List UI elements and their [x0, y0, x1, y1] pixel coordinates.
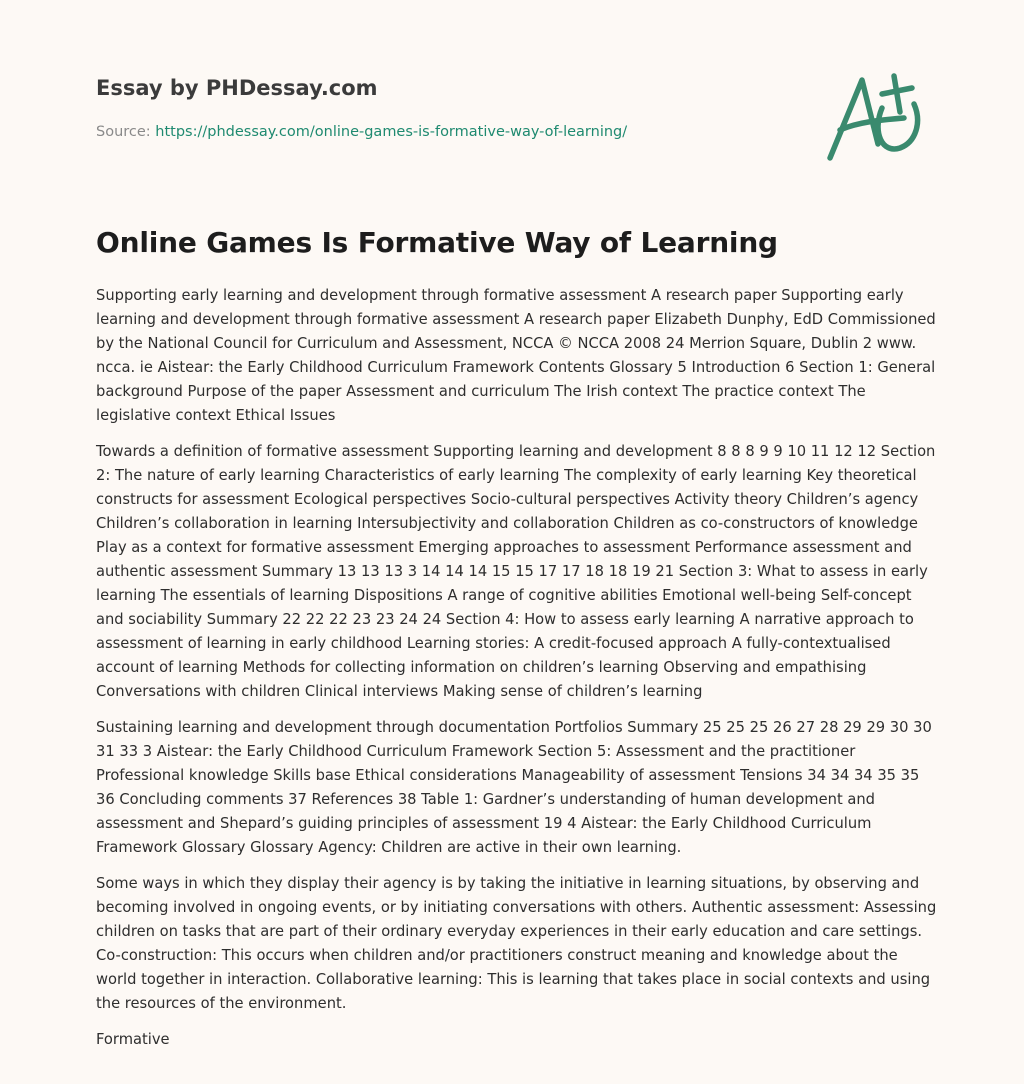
- site-brand: Essay by PHDessay.com: [96, 76, 378, 100]
- document-body: [96, 284, 938, 1064]
- source-link[interactable]: https://phdessay.com/online-games-is-formative-way-of-learning/: [155, 124, 628, 140]
- paragraph: Towards a definition of formative assessment Supporting learning and development 8 8 8 9 9 10 11 12 12 Section 2: The nature of early learning Characteristics of early learning The complexity of early learning Key theoretical constructs for assessment Ecological perspectives Socio-cultural perspectives Activity theory Children’s agency Children’s collaboration in learning Intersubjectivity and collaboration Children as co-constructors of knowledge Play as a context for formative assessment Emerging approaches to assessment Performance assessment and authentic assessment Summary 13 13 13 3 14 14 14 15 15 17 17 18 18 19 21 Section 3: What to assess in early learning The essentials of learning Dispositions A range of cognitive abilities Emotional well-being Self-concept and sociability Summary 22 22 22 23 23 24 24 Section 4: How to assess early learning A narrative approach to assessment of learning in early childhood Learning stories: A credit-focused approach A fully-contextualised account of learning Methods for collecting information on children’s learning Observing and empathising Conversations with children Clinical interviews Making sense of children’s learning: [96, 443, 936, 700]
- a-plus-grade-icon: [818, 64, 928, 168]
- paragraph: Some ways in which they display their agency is by taking the initiative in learning situations, by observing and becoming involved in ongoing events, or by initiating conversations with others. Authentic assessment: Assessing children on tasks that are part of their ordinary everyday experiences in their early education and care settings. Co-construction: This occurs when children and/or practitioners construct meaning and knowledge about the world together in interaction. Collaborative learning: This is learning that takes place in social contexts and using the resources of the environment.: [96, 875, 937, 1012]
- paragraph: Supporting early learning and development through formative assessment A research paper Supporting early learning and development through formative assessment A research paper Elizabeth Dunphy, EdD Commissioned by the National Council for Curriculum and Assessment, NCCA © NCCA 2008 24 Merrion Square, Dublin 2 www. ncca. ie Aistear: the Early Childhood Curriculum Framework Contents Glossary 5 Introduction 6 Section 1: General background Purpose of the paper Assessment and curriculum The Irish context The practice context The legislative context Ethical Issues: [96, 287, 936, 424]
- source-label: Source:: [96, 124, 151, 140]
- paragraph: Formative: [96, 1031, 170, 1048]
- source-line: [96, 124, 627, 140]
- paragraph: Sustaining learning and development through documentation Portfolios Summary 25 25 25 26 27 28 29 29 30 30 31 33 3 Aistear: the Early Childhood Curriculum Framework Section 5: Assessment and the practitioner Professional knowledge Skills base Ethical considerations Manageability of assessment Tensions 34 34 34 35 35 36 Concluding comments 37 References 38 Table 1: Gardner’s understanding of human development and assessment and Shepard’s guiding principles of assessment 19 4 Aistear: the Early Childhood Curriculum Framework Glossary Glossary Agency: Children are active in their own learning.: [96, 719, 932, 856]
- a-plus-logo-svg: [818, 64, 928, 168]
- document-title: Online Games Is Formative Way of Learning: [96, 226, 778, 259]
